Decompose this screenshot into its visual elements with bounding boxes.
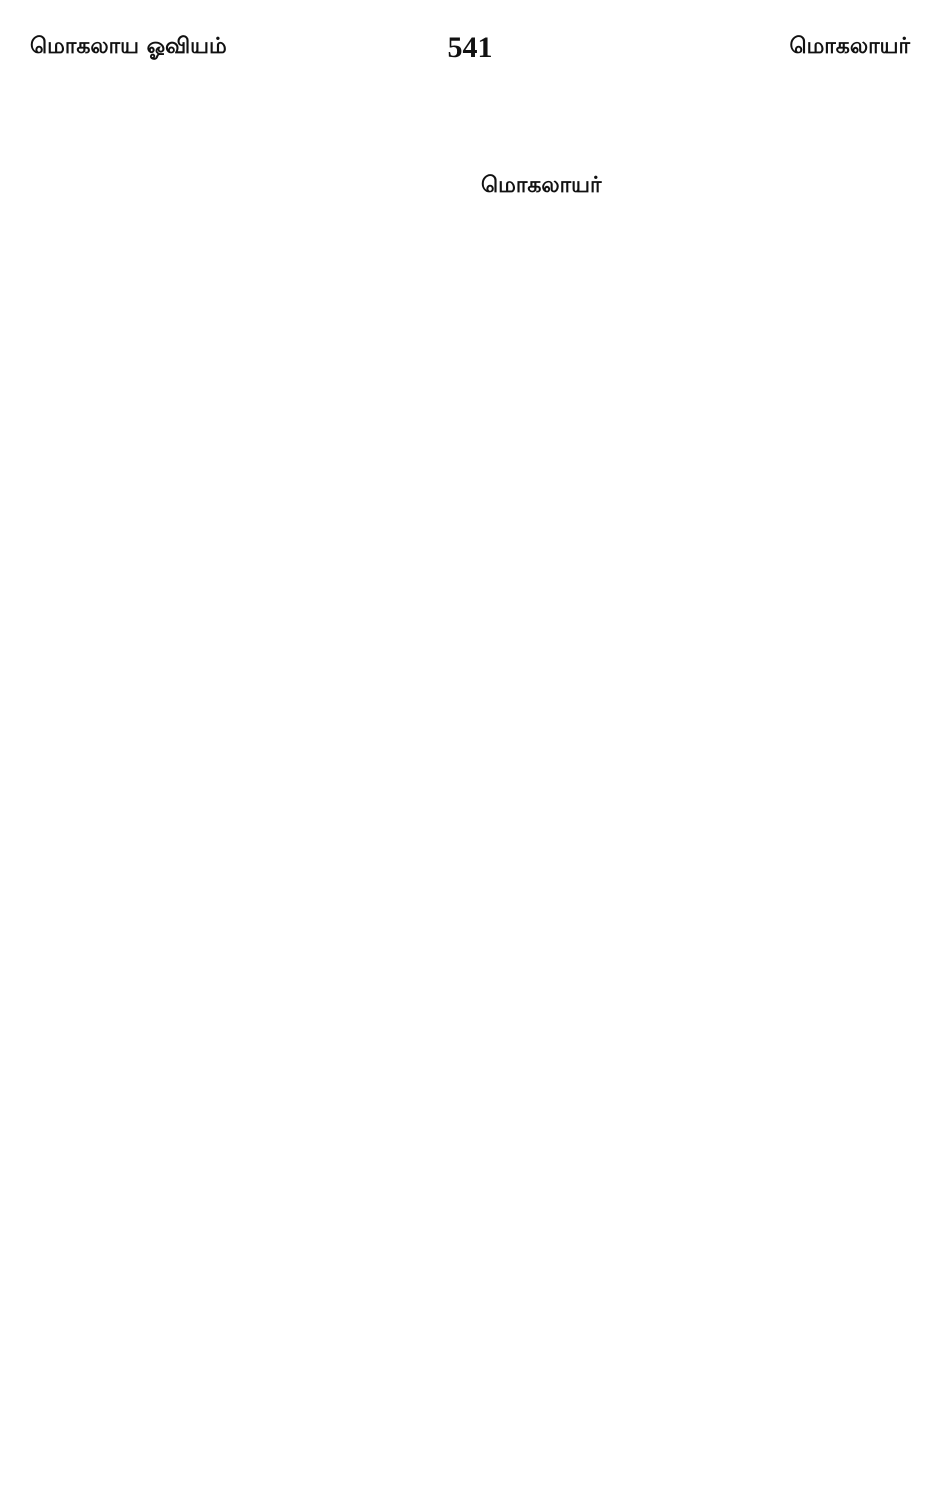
page-header	[30, 22, 910, 74]
right-column	[481, 86, 910, 1476]
left-column	[30, 86, 459, 1476]
section-heading: மொகலாயர்	[481, 173, 602, 198]
text-columns	[30, 86, 910, 1476]
page-number: 541	[447, 31, 493, 64]
header-left-title: மொகலாய ஓவியம்	[30, 34, 227, 59]
header-right-title: மொகலாயர்	[789, 34, 910, 59]
